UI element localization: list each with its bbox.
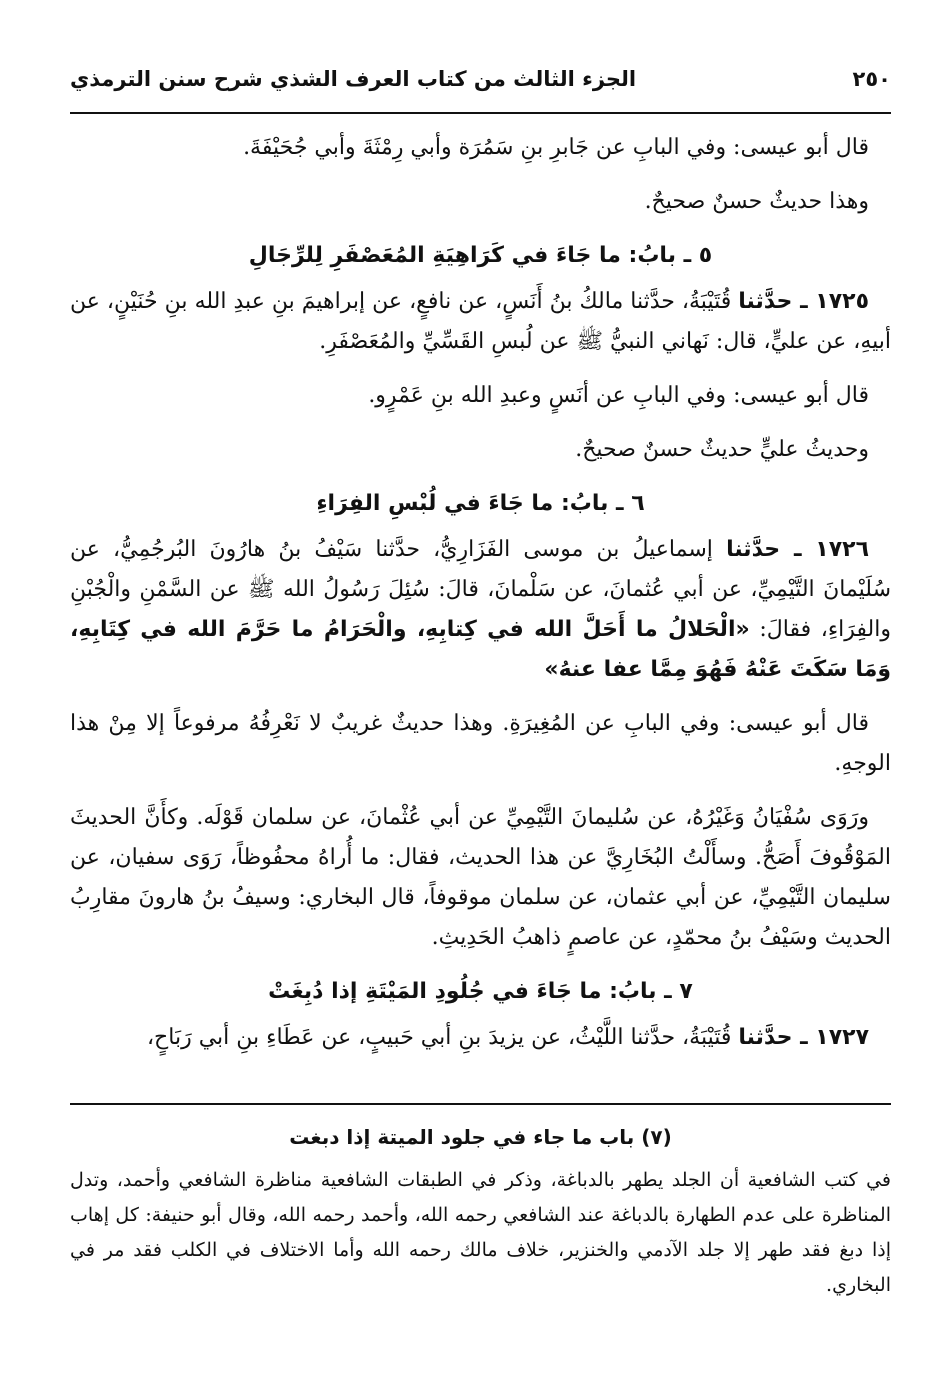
hadith-1725	[70, 282, 891, 362]
hadith-1727	[70, 1018, 891, 1058]
hadith-number: ١٧٢٥ ـ حدَّثنا	[738, 289, 870, 314]
footnote-divider	[70, 1103, 891, 1105]
hadith-number: ١٧٢٦ ـ حدَّثنا	[726, 537, 869, 562]
hadith-text: قُتَيْبَةُ، حدَّثنا اللَّيْثُ، عن يزيدَ بنِ أبي حَبيبٍ، عن عَطَاءِ بنِ أبي رَبَاحٍ،	[146, 1025, 732, 1050]
hadith-matn: «الْحَلالُ ما أَحَلَّ الله في كِتابِهِ، والْحَرَامُ ما حَرَّمَ الله في كِتَابِهِ، وَمَا سَكَتَ عَنْهُ فَهُوَ مِمَّا عفا عنهُ»	[70, 617, 891, 682]
chapter-heading-7: ٧ ـ بابُ: ما جَاءَ في جُلُودِ المَيْتَةِ إذا دُبِغَتْ	[268, 979, 693, 1004]
hadith-text: قُتَيْبَةُ، حدَّثنا مالكُ بنُ أَنَسٍ، عن نافعٍ، عن إبراهيمَ بنِ عبدِ الله بنِ حُنَيْنٍ، عن أبيهِ، عن عليٍّ، قال: نَهاني النبيُّ ﷺ عن لُبسِ القَسِّيِّ والمُعَصْفَرِ.	[70, 289, 891, 354]
footnote-body: في كتب الشافعية أن الجلد يطهر بالدباغة، وذكر في الطبقات الشافعية مناظرة الشافعي وأحمد، وتدل المناظرة على عدم الطهارة بالدباغة عند الشافعي رحمه الله، وأحمد رحمه الله، وقال أبو حنيفة: كل إهاب إذا دبغ فقد طهر إلا جلد الآدمي والخنزير، خلاف مالك رحمه الله وأما الاختلاف في الكلب فقد مر في البخاري.	[70, 1169, 891, 1296]
hadith-1726	[70, 530, 891, 690]
page-header	[70, 58, 891, 100]
comment-paragraph: ورَوَى سُفْيَانُ وَغَيْرُهُ، عن سُليمانَ التَّيْمِيِّ عن أبي عُثْمانَ، عن سلمان قَوْلَه. وكأَنَّ الحديثَ المَوْقُوفَ أَصَحُّ. وسأَلْتُ البُخَارِيَّ عن هذا الحديث، فقال: ما أُراهُ محفُوظاً، رَوَى سفيان، عن سليمان التَّيْمِيِّ، عن أبي عثمان، عن سلمان موقوفاً، قال البخاري: وسيفُ بنُ هارونَ مقارِبُ الحديث وسَيْفُ بنُ محمّدٍ، عن عاصمٍ ذاهبُ الحَدِيثِ.	[70, 805, 891, 950]
comment-paragraph: وحديثُ عليٍّ حديثٌ حسنٌ صحيحٌ.	[575, 437, 869, 462]
hadith-number: ١٧٢٧ ـ حدَّثنا	[738, 1025, 869, 1050]
header-divider	[70, 112, 891, 114]
footnote-title: (٧) باب ما جاء في جلود الميتة إذا دبغت	[289, 1125, 672, 1149]
footnote-section	[70, 1120, 891, 1303]
hadith-text: إسماعيلُ بن موسى الفَزَارِيُّ، حدَّثنا سَيْفُ بنُ هارُونَ البُرجُمِيُّ، عن سُلَيْمانَ التَّيْمِيِّ، عن أبي عُثمانَ، عن سَلْمانَ، قالَ: سُئِلَ رَسُولُ الله ﷺ عن السَّمْنِ والْجُبْنِ والفِرَاءِ، فقالَ:	[70, 537, 891, 642]
comment-paragraph: قال أبو عيسى: وفي البابِ عن جَابرِ بنِ سَمُرَة وأبي رِمْثَةَ وأبي جُحَيْفَةَ.	[243, 135, 869, 160]
main-text	[70, 128, 891, 1072]
comment-paragraph: وهذا حديثٌ حسنٌ صحيحٌ.	[644, 189, 869, 214]
chapter-heading-6: ٦ ـ بابُ: ما جَاءَ في لُبْسِ الفِرَاءِ	[316, 491, 645, 516]
comment-paragraph: قال أبو عيسى: وفي البابِ عن أنَسٍ وعبدِ الله بنِ عَمْرٍو.	[368, 383, 869, 408]
page-number: ٢٥٠	[852, 67, 891, 91]
chapter-heading-5: ٥ ـ بابُ: ما جَاءَ في كَرَاهِيَةِ المُعَصْفَرِ لِلرِّجَالِ	[248, 243, 713, 268]
running-title: الجزء الثالث من كتاب العرف الشذي شرح سنن الترمذي	[70, 67, 637, 91]
comment-paragraph: قال أبو عيسى: وفي البابِ عن المُغِيرَةِ. وهذا حديثٌ غريبٌ لا نَعْرِفُهُ مرفوعاً إلا مِنْ هذا الوجهِ.	[70, 711, 891, 776]
